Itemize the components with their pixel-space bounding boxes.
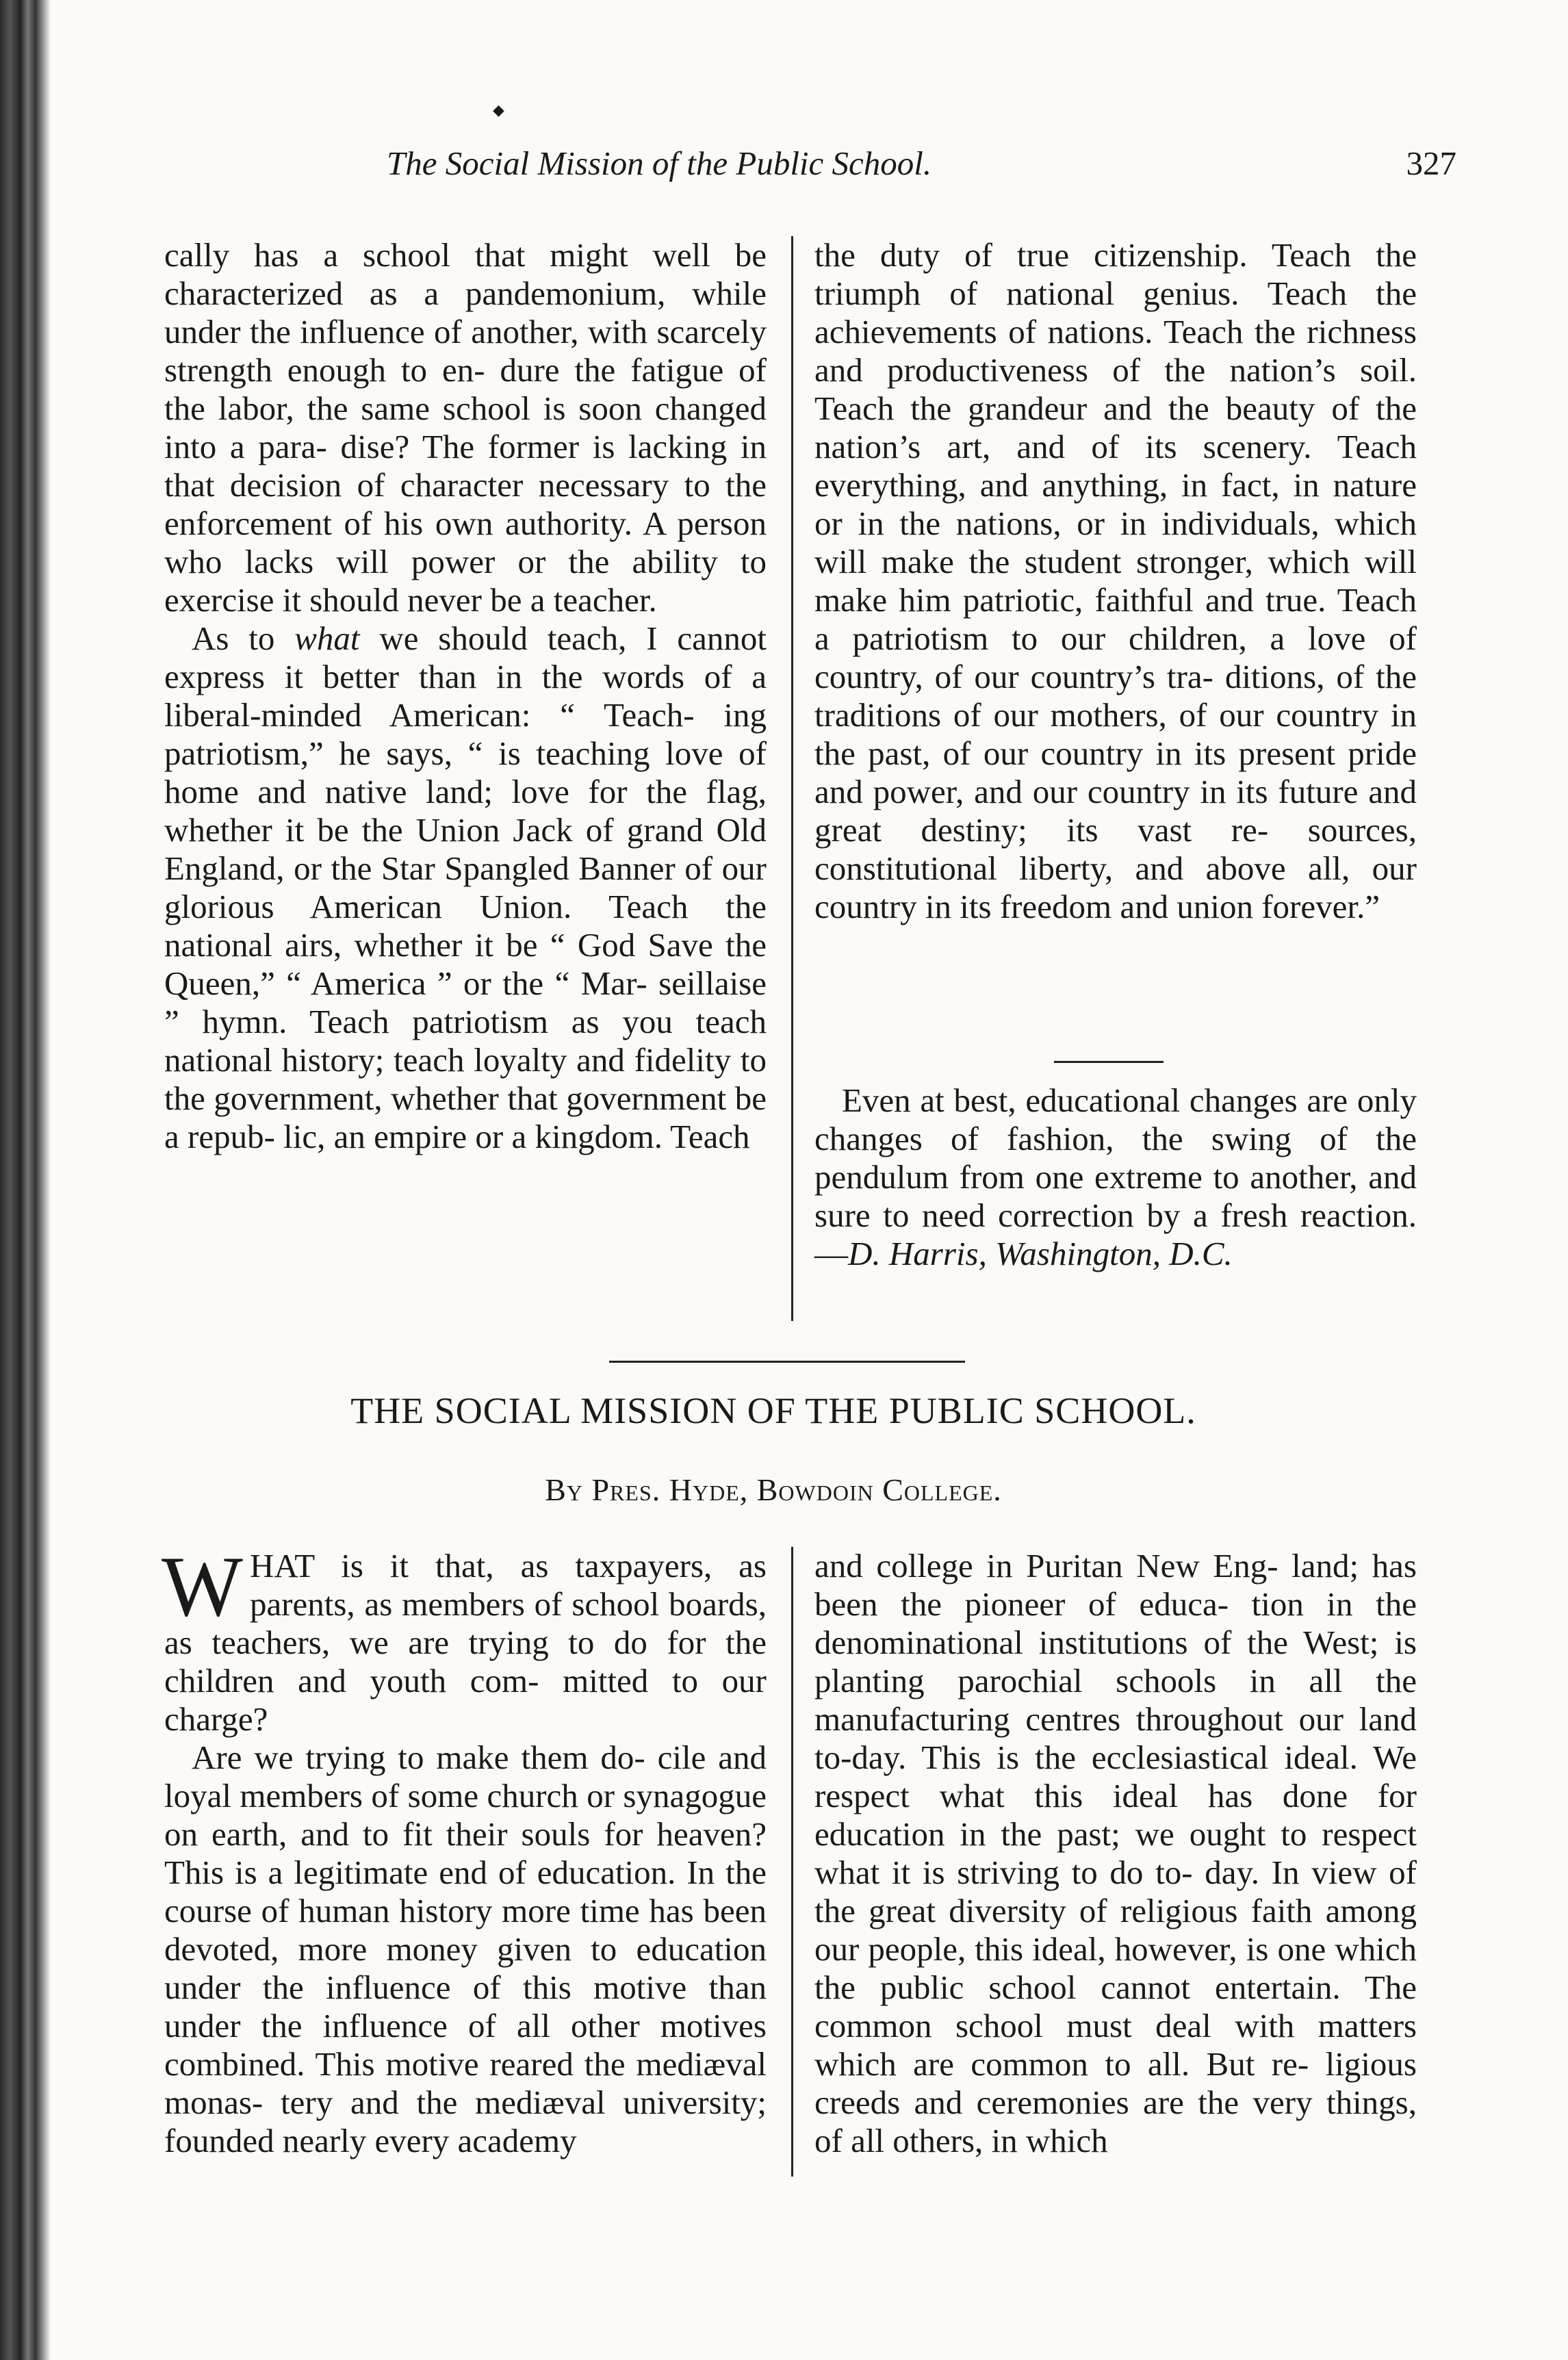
paragraph: As to what we should teach, I cannot express it better than in the words of a liberal-minded American: “ Teach- ing patriotism,” he says, “ is teaching love of home and native land; love for the flag, whether it be the Union Jack of grand Old England, or the Star Spangled Banner of our glorious American Union. Teach the national airs, whether it be “ God Save the Queen,” “ America ” or the “ Mar- seillaise ” hymn. Teach patriotism as you teach national history; teach loyalty and fidelity to the government, whether that government be a repub- lic, an empire or a kingdom. Teach: [164, 619, 767, 1155]
printer-mark: ◆: [493, 101, 504, 118]
paragraph: WHAT is it that, as taxpayers, as parents, as members of school boards, as teachers, we are trying to do for the children and youth com- mitted to our charge?: [162, 1539, 767, 1738]
paragraph: Are we trying to make them do- cile and loyal members of some church or synagogue on earth, and to fit their souls for heaven? This is a legitimate end of education. In the course of human history more time has been devoted, more money given to education under the influence of this motive than under the influence of all other motives combined. This motive reared the mediæval monas- tery and the mediæval university; founded nearly every academy: [164, 1739, 767, 2159]
article-right-column: [814, 1547, 1417, 2160]
paragraph: cally has a school that might well be characterized as a pandemonium, while under the influence of another, with scarcely strength enough to en- dure the fatigue of the labor, the same school is soon changed into a para- dise? The former is lacking in that decision of character necessary to the enforcement of his own authority. A person who lacks will power or the ability to exercise it should never be a teacher.: [164, 236, 767, 619]
emphasis: what: [294, 619, 360, 657]
article-left-column: [162, 1539, 767, 2160]
title-divider: [609, 1361, 965, 1363]
column-divider: [791, 1547, 793, 2177]
book-binding-edge: [0, 0, 51, 2360]
running-header-title: The Social Mission of the Public School.: [387, 144, 932, 182]
page-number: 327: [1406, 144, 1456, 182]
closing-note: [814, 1081, 1417, 1273]
continued-left-column: [164, 236, 767, 1156]
section-divider: [1054, 1061, 1164, 1063]
column-divider: [791, 236, 793, 1321]
paragraph: and college in Puritan New Eng- land; has been the pioneer of educa- tion in the denominational institutions of the West; is planting parochial schools in all the manufacturing centres throughout our land to-day. This is the ecclesiastical ideal. We respect what this ideal has done for education in the past; we ought to respect what it is striving to do to- day. In view of the great diversity of religious faith among our people, this ideal, however, is one which the public school cannot entertain. The common school must deal with matters which are common to all. But re- ligious creeds and ceremonies are the very things, of all others, in which: [814, 1547, 1417, 2159]
drop-cap: W: [162, 1539, 243, 1634]
paragraph: the duty of true citizenship. Teach the triumph of national genius. Teach the achievements of nations. Teach the richness and productiveness of the nation’s soil. Teach the grandeur and the beauty of the nation’s art, and of its scenery. Teach everything, and anything, in fact, in nature or in the nations, or in individuals, which will make the student stronger, which will make him patriotic, faithful and true. Teach a patriotism to our children, a love of country, of our country’s tra- ditions, of the traditions of our mothers, of our country in the past, of our country in its present pride and power, and our country in its future and great destiny; its vast re- sources, constitutional liberty, and above all, our country in its freedom and union forever.”: [814, 236, 1417, 925]
continued-right-column: [814, 236, 1417, 926]
paragraph: Even at best, educational changes are only changes of fashion, the swing of the pendulum from one extreme to another, and sure to need correction by a fresh reaction.—D. Harris, Washington, D.C.: [814, 1081, 1417, 1272]
article-byline: By Pres. Hyde, Bowdoin College.: [545, 1472, 1002, 1507]
author-signature: D. Harris, Washington, D.C.: [848, 1235, 1233, 1272]
article-title: THE SOCIAL MISSION OF THE PUBLIC SCHOOL.: [350, 1390, 1196, 1431]
